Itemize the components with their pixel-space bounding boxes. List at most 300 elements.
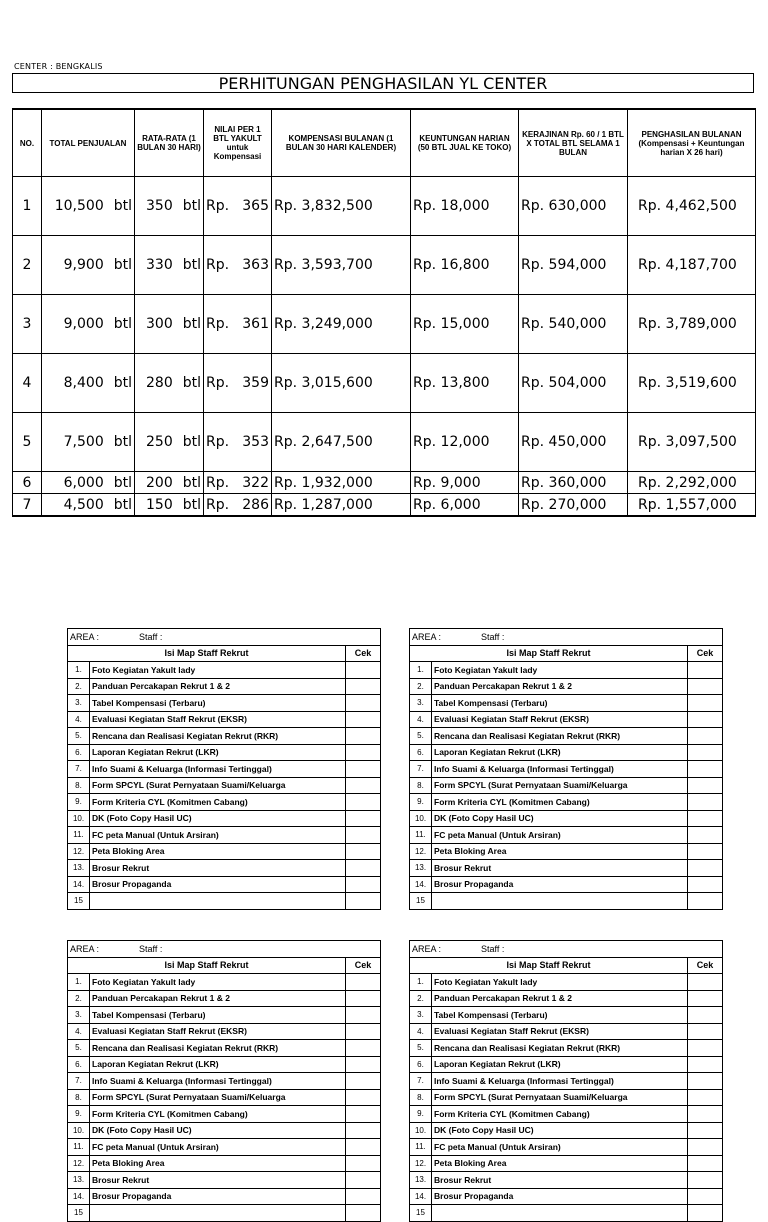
checklist-item-number: 1.: [410, 662, 432, 679]
checklist-item-text: Rencana dan Realisasi Kegiatan Rekrut (RKR): [432, 1040, 688, 1057]
checklist-check-cell[interactable]: [346, 1040, 381, 1057]
staff-label: Staff :: [139, 631, 163, 642]
header-nilai-per-btl: NILAI PER 1 BTL YAKULT untuk Kompensasi: [204, 109, 272, 177]
header-no: NO.: [13, 109, 42, 177]
cell-kompensasi: Rp. 3,593,700: [272, 236, 411, 295]
cell-penghasilan: Rp. 3,097,500: [628, 413, 756, 472]
checklist-item-text: Foto Kegiatan Yakult lady: [432, 974, 688, 991]
cell-no: 6: [13, 472, 42, 494]
cell-keuntungan: Rp. 16,800: [411, 236, 519, 295]
cell-nilai: Rp. 359: [204, 354, 272, 413]
table-row: [13, 413, 756, 472]
header-rata-rata: RATA-RATA (1 BULAN 30 HARI): [135, 109, 204, 177]
checklist-item-text: Laporan Kegiatan Rekrut (LKR): [432, 1056, 688, 1073]
checklist-item-number: 8.: [68, 777, 90, 794]
checklist-item-number: 7.: [68, 1073, 90, 1090]
checklist-item-text: Brosur Rekrut: [90, 1172, 346, 1189]
checklist-check-cell[interactable]: [688, 1089, 723, 1106]
cell-kerajinan: Rp. 504,000: [519, 354, 628, 413]
checklist-item-number: 11.: [68, 827, 90, 844]
checklist-check-cell[interactable]: [688, 974, 723, 991]
checklist-item: [410, 810, 723, 827]
checklist-check-cell[interactable]: [688, 695, 723, 712]
cell-kerajinan: Rp. 450,000: [519, 413, 628, 472]
checklist-check-cell[interactable]: [688, 827, 723, 844]
header-keuntungan-harian: KEUNTUNGAN HARIAN (50 BTL JUAL KE TOKO): [411, 109, 519, 177]
checklist-item-number: 11.: [410, 1139, 432, 1156]
checklist-item-number: 9.: [410, 794, 432, 811]
checklist-check-cell[interactable]: [688, 1007, 723, 1024]
cell-keuntungan: Rp. 6,000: [411, 494, 519, 517]
checklist-check-cell[interactable]: [688, 761, 723, 778]
cell-keuntungan: Rp. 18,000: [411, 177, 519, 236]
checklist-item: [410, 1023, 723, 1040]
cell-nilai: Rp. 353: [204, 413, 272, 472]
checklist-check-cell[interactable]: [688, 876, 723, 893]
checklist-item-number: 7.: [68, 761, 90, 778]
checklist-item-number: 6.: [68, 744, 90, 761]
checklist-item: [410, 1122, 723, 1139]
checklist-header-item: Isi Map Staff Rekrut: [68, 645, 346, 662]
checklist-item-text: Tabel Kompensasi (Terbaru): [90, 1007, 346, 1024]
checklist-item-number: 2.: [68, 678, 90, 695]
checklist-check-cell[interactable]: [346, 843, 381, 860]
table-row: [13, 177, 756, 236]
checklist-item: [410, 1188, 723, 1205]
checklist-item: [410, 1172, 723, 1189]
checklist-header-item: Isi Map Staff Rekrut: [410, 957, 688, 974]
checklist-item-number: 6.: [410, 744, 432, 761]
checklist-item: [410, 728, 723, 745]
cell-total-penjualan: 7,500 btl: [42, 413, 135, 472]
checklist-item-number: 12.: [410, 843, 432, 860]
checklist-item-number: 5.: [68, 728, 90, 745]
table-row: [13, 295, 756, 354]
cell-nilai: Rp. 322: [204, 472, 272, 494]
checklist-item-text: FC peta Manual (Untuk Arsiran): [90, 827, 346, 844]
checklist-item-text: Brosur Rekrut: [432, 1172, 688, 1189]
checklist-item: [410, 777, 723, 794]
checklist-item-text: DK (Foto Copy Hasil UC): [432, 1122, 688, 1139]
checklist-item: [410, 974, 723, 991]
checklist-check-cell[interactable]: [688, 794, 723, 811]
checklist-item: [68, 810, 381, 827]
checklist-item: [68, 794, 381, 811]
cell-penghasilan: Rp. 3,789,000: [628, 295, 756, 354]
checklist-item: [68, 893, 381, 910]
checklist-check-cell[interactable]: [346, 1155, 381, 1172]
cell-total-penjualan: 10,500 btl: [42, 177, 135, 236]
checklist-check-cell[interactable]: [688, 1040, 723, 1057]
checklist-item: [410, 662, 723, 679]
checklist-item-text: Laporan Kegiatan Rekrut (LKR): [90, 1056, 346, 1073]
cell-rata-rata: 150 btl: [135, 494, 204, 517]
checklist-item-number: 8.: [410, 1089, 432, 1106]
checklist-item-text: [432, 1205, 688, 1222]
checklist-area-row: [410, 941, 723, 958]
checklist-item-text: Brosur Propaganda: [90, 1188, 346, 1205]
checklist-check-cell[interactable]: [688, 810, 723, 827]
checklist-check-cell[interactable]: [346, 1106, 381, 1123]
checklist-item: [68, 662, 381, 679]
checklist-item: [68, 695, 381, 712]
checklist-item-number: 15: [68, 893, 90, 910]
cell-rata-rata: 280 btl: [135, 354, 204, 413]
checklist-check-cell[interactable]: [688, 1023, 723, 1040]
checklist-item-number: 14.: [410, 1188, 432, 1205]
checklist-item-text: [90, 1205, 346, 1222]
cell-penghasilan: Rp. 4,187,700: [628, 236, 756, 295]
cell-no: 3: [13, 295, 42, 354]
cell-penghasilan: Rp. 2,292,000: [628, 472, 756, 494]
checklist-item-text: Tabel Kompensasi (Terbaru): [432, 1007, 688, 1024]
checklist-item-text: Evaluasi Kegiatan Staff Rekrut (EKSR): [432, 1023, 688, 1040]
checklist-item: [410, 893, 723, 910]
checklist-check-cell[interactable]: [346, 990, 381, 1007]
cell-rata-rata: 330 btl: [135, 236, 204, 295]
checklist-item-number: 7.: [410, 1073, 432, 1090]
checklist-item-text: Form SPCYL (Surat Pernyataan Suami/Keluarga: [90, 777, 346, 794]
checklist-item: [68, 1056, 381, 1073]
checklist-item-number: 5.: [410, 728, 432, 745]
table-row: [13, 472, 756, 494]
table-row: [13, 354, 756, 413]
cell-kompensasi: Rp. 3,249,000: [272, 295, 411, 354]
checklist-item-text: Peta Bloking Area: [90, 843, 346, 860]
cell-rata-rata: 350 btl: [135, 177, 204, 236]
checklist-check-cell[interactable]: [346, 974, 381, 991]
checklist-item: [410, 876, 723, 893]
checklist-header-check: Cek: [346, 957, 381, 974]
checklist-item: [410, 695, 723, 712]
checklist-item: [410, 1139, 723, 1156]
checklist-check-cell[interactable]: [346, 1089, 381, 1106]
staff-label: Staff :: [481, 943, 505, 954]
checklist-item: [68, 728, 381, 745]
checklist-item: [68, 876, 381, 893]
checklist-item: [68, 860, 381, 877]
cell-nilai: Rp. 365: [204, 177, 272, 236]
checklist-item: [68, 1188, 381, 1205]
checklist-check-cell[interactable]: [346, 1172, 381, 1189]
checklist-check-cell[interactable]: [688, 777, 723, 794]
checklist-check-cell[interactable]: [346, 695, 381, 712]
checklist-item-text: Tabel Kompensasi (Terbaru): [432, 695, 688, 712]
checklist-item-text: Panduan Percakapan Rekrut 1 & 2: [432, 990, 688, 1007]
checklist-check-cell[interactable]: [688, 1073, 723, 1090]
checklist-item: [68, 1122, 381, 1139]
checklist-item-number: 2.: [68, 990, 90, 1007]
checklist-item-number: 1.: [68, 662, 90, 679]
checklist-item-number: 1.: [68, 974, 90, 991]
checklist-item-text: Peta Bloking Area: [432, 1155, 688, 1172]
checklist-item-number: 13.: [68, 1172, 90, 1189]
cell-nilai: Rp. 361: [204, 295, 272, 354]
checklist-item: [410, 794, 723, 811]
staff-rekrut-checklist: [409, 940, 723, 1222]
checklist-check-cell[interactable]: [346, 1188, 381, 1205]
checklist-check-cell[interactable]: [346, 777, 381, 794]
checklist-check-cell[interactable]: [346, 876, 381, 893]
checklist-header-check: Cek: [346, 645, 381, 662]
cell-no: 5: [13, 413, 42, 472]
checklist-check-cell[interactable]: [688, 1056, 723, 1073]
checklist-item: [410, 860, 723, 877]
checklist-item-text: Panduan Percakapan Rekrut 1 & 2: [90, 990, 346, 1007]
checklist-item: [68, 1205, 381, 1222]
checklist-item-number: 4.: [410, 1023, 432, 1040]
checklist-check-cell[interactable]: [346, 662, 381, 679]
checklist-item-number: 5.: [68, 1040, 90, 1057]
checklist-check-cell[interactable]: [688, 860, 723, 877]
checklist-item: [68, 744, 381, 761]
checklist-check-cell[interactable]: [346, 678, 381, 695]
checklist-item-text: Form SPCYL (Surat Pernyataan Suami/Keluarga: [432, 777, 688, 794]
staff-label: Staff :: [481, 631, 505, 642]
page-title: PERHITUNGAN PENGHASILAN YL CENTER: [12, 73, 754, 93]
checklist-item: [68, 1139, 381, 1156]
cell-kompensasi: Rp. 1,287,000: [272, 494, 411, 517]
checklist-check-cell[interactable]: [346, 1073, 381, 1090]
checklist-check-cell[interactable]: [346, 1023, 381, 1040]
cell-keuntungan: Rp. 15,000: [411, 295, 519, 354]
checklist-check-cell[interactable]: [688, 1172, 723, 1189]
checklist-area-row: [410, 629, 723, 646]
checklist-item-text: Laporan Kegiatan Rekrut (LKR): [90, 744, 346, 761]
checklist-check-cell[interactable]: [346, 1139, 381, 1156]
checklist-item: [68, 1089, 381, 1106]
checklist-item-text: DK (Foto Copy Hasil UC): [432, 810, 688, 827]
cell-kompensasi: Rp. 2,647,500: [272, 413, 411, 472]
checklist-item-text: Form Kriteria CYL (Komitmen Cabang): [432, 1106, 688, 1123]
checklist-check-cell[interactable]: [346, 744, 381, 761]
checklist-check-cell[interactable]: [346, 893, 381, 910]
checklist-item: [68, 1106, 381, 1123]
checklist-item: [410, 827, 723, 844]
checklist-check-cell[interactable]: [688, 1139, 723, 1156]
checklist-item-number: 10.: [68, 810, 90, 827]
checklist-item: [410, 1106, 723, 1123]
checklist-item-text: Rencana dan Realisasi Kegiatan Rekrut (RKR): [90, 728, 346, 745]
cell-keuntungan: Rp. 13,800: [411, 354, 519, 413]
checklist-item-text: [90, 893, 346, 910]
checklist-item-number: 6.: [410, 1056, 432, 1073]
cell-total-penjualan: 8,400 btl: [42, 354, 135, 413]
income-table: [12, 108, 756, 517]
checklist-check-cell[interactable]: [688, 1205, 723, 1222]
checklist-area-row: [68, 941, 381, 958]
checklist-item: [68, 1040, 381, 1057]
checklist-check-cell[interactable]: [346, 1122, 381, 1139]
checklist-item-number: 10.: [410, 810, 432, 827]
checklist-item: [410, 678, 723, 695]
checklist-check-cell[interactable]: [346, 1007, 381, 1024]
checklist-item-text: Form Kriteria CYL (Komitmen Cabang): [90, 794, 346, 811]
cell-total-penjualan: 4,500 btl: [42, 494, 135, 517]
checklist-item: [410, 990, 723, 1007]
checklist-item-text: Peta Bloking Area: [432, 843, 688, 860]
checklist-item-number: 3.: [68, 695, 90, 712]
checklist-item-text: Panduan Percakapan Rekrut 1 & 2: [90, 678, 346, 695]
checklist-item-number: 4.: [68, 1023, 90, 1040]
checklist-header-row: [68, 957, 381, 974]
checklist-item-text: Rencana dan Realisasi Kegiatan Rekrut (RKR): [90, 1040, 346, 1057]
checklist-item: [410, 1155, 723, 1172]
checklist-item-number: 9.: [410, 1106, 432, 1123]
checklist-item-text: [432, 893, 688, 910]
checklist-item-text: Evaluasi Kegiatan Staff Rekrut (EKSR): [90, 711, 346, 728]
cell-no: 1: [13, 177, 42, 236]
checklist-item-number: 1.: [410, 974, 432, 991]
checklist-check-cell[interactable]: [688, 678, 723, 695]
cell-kompensasi: Rp. 3,832,500: [272, 177, 411, 236]
checklist-item-number: 3.: [410, 1007, 432, 1024]
checklist-item-text: Panduan Percakapan Rekrut 1 & 2: [432, 678, 688, 695]
cell-keuntungan: Rp. 9,000: [411, 472, 519, 494]
checklist-item-text: Info Suami & Keluarga (Informasi Tertinggal): [90, 761, 346, 778]
checklist-item: [410, 1007, 723, 1024]
checklist-item: [68, 843, 381, 860]
checklist-check-cell[interactable]: [688, 990, 723, 1007]
cell-rata-rata: 200 btl: [135, 472, 204, 494]
checklist-item: [410, 843, 723, 860]
checklist-header-row: [410, 957, 723, 974]
cell-keuntungan: Rp. 12,000: [411, 413, 519, 472]
checklist-item-number: 6.: [68, 1056, 90, 1073]
checklist-item-number: 2.: [410, 990, 432, 1007]
checklist-item-text: Foto Kegiatan Yakult lady: [90, 974, 346, 991]
checklist-item: [410, 1205, 723, 1222]
checklist-item-number: 15: [410, 893, 432, 910]
checklist-check-cell[interactable]: [346, 761, 381, 778]
checklist-item-text: Info Suami & Keluarga (Informasi Tertinggal): [90, 1073, 346, 1090]
checklist-item-number: 12.: [68, 843, 90, 860]
checklist-item: [68, 1155, 381, 1172]
checklist-check-cell[interactable]: [688, 843, 723, 860]
checklist-item: [68, 1073, 381, 1090]
cell-total-penjualan: 9,900 btl: [42, 236, 135, 295]
checklist-item-text: Brosur Rekrut: [90, 860, 346, 877]
checklist-item-text: Peta Bloking Area: [90, 1155, 346, 1172]
cell-penghasilan: Rp. 1,557,000: [628, 494, 756, 517]
checklist-check-cell[interactable]: [346, 860, 381, 877]
checklist-item: [68, 711, 381, 728]
checklist-item-number: 13.: [410, 860, 432, 877]
staff-rekrut-checklist: [409, 628, 723, 910]
checklist-item-text: Form Kriteria CYL (Komitmen Cabang): [90, 1106, 346, 1123]
checklist-item: [68, 990, 381, 1007]
checklist-item-text: Form SPCYL (Surat Pernyataan Suami/Keluarga: [90, 1089, 346, 1106]
cell-penghasilan: Rp. 3,519,600: [628, 354, 756, 413]
checklist-item-number: 4.: [410, 711, 432, 728]
checklist-item-text: Evaluasi Kegiatan Staff Rekrut (EKSR): [90, 1023, 346, 1040]
header-total-penjualan: TOTAL PENJUALAN: [42, 109, 135, 177]
checklist-item: [68, 777, 381, 794]
checklist-item-text: FC peta Manual (Untuk Arsiran): [90, 1139, 346, 1156]
checklist-item-number: 4.: [68, 711, 90, 728]
checklist-check-cell[interactable]: [688, 1106, 723, 1123]
checklist-item-number: 8.: [68, 1089, 90, 1106]
checklist-item-number: 12.: [410, 1155, 432, 1172]
checklist-item-text: Info Suami & Keluarga (Informasi Tertinggal): [432, 761, 688, 778]
table-header-row: [13, 109, 756, 177]
checklist-item-text: DK (Foto Copy Hasil UC): [90, 1122, 346, 1139]
cell-penghasilan: Rp. 4,462,500: [628, 177, 756, 236]
checklist-item-text: Brosur Propaganda: [90, 876, 346, 893]
checklist-item-number: 13.: [68, 860, 90, 877]
checklist-item: [410, 1040, 723, 1057]
checklist-item-number: 11.: [410, 827, 432, 844]
checklist-check-cell[interactable]: [346, 1205, 381, 1222]
checklist-header-item: Isi Map Staff Rekrut: [68, 957, 346, 974]
checklist-item: [68, 761, 381, 778]
checklist-item: [68, 678, 381, 695]
table-row: [13, 236, 756, 295]
checklist-check-cell[interactable]: [688, 728, 723, 745]
staff-rekrut-checklist: [67, 628, 381, 910]
checklist-check-cell[interactable]: [346, 810, 381, 827]
checklist-item-text: Laporan Kegiatan Rekrut (LKR): [432, 744, 688, 761]
checklist-check-cell[interactable]: [346, 794, 381, 811]
checklist-item-number: 10.: [410, 1122, 432, 1139]
cell-kompensasi: Rp. 1,932,000: [272, 472, 411, 494]
checklist-item-number: 9.: [68, 1106, 90, 1123]
checklist-check-cell[interactable]: [346, 711, 381, 728]
checklist-check-cell[interactable]: [688, 1188, 723, 1205]
checklist-item-text: FC peta Manual (Untuk Arsiran): [432, 827, 688, 844]
area-label: AREA :: [70, 943, 100, 954]
checklist-check-cell[interactable]: [346, 1056, 381, 1073]
checklist-check-cell[interactable]: [688, 711, 723, 728]
checklist-item-number: 14.: [68, 1188, 90, 1205]
checklist-item-text: Brosur Propaganda: [432, 1188, 688, 1205]
checklist-item-text: Evaluasi Kegiatan Staff Rekrut (EKSR): [432, 711, 688, 728]
checklist-header-check: Cek: [688, 645, 723, 662]
checklist-header-item: Isi Map Staff Rekrut: [410, 645, 688, 662]
checklist-item-number: 8.: [410, 777, 432, 794]
checklist-item-number: 13.: [410, 1172, 432, 1189]
checklist-item-number: 15: [68, 1205, 90, 1222]
cell-nilai: Rp. 286: [204, 494, 272, 517]
checklist-check-cell[interactable]: [688, 1122, 723, 1139]
cell-kerajinan: Rp. 630,000: [519, 177, 628, 236]
checklist-check-cell[interactable]: [688, 744, 723, 761]
checklist-item-number: 5.: [410, 1040, 432, 1057]
checklist-item: [410, 1073, 723, 1090]
checklist-check-cell[interactable]: [688, 662, 723, 679]
checklist-item-number: 11.: [68, 1139, 90, 1156]
cell-kompensasi: Rp. 3,015,600: [272, 354, 411, 413]
checklist-item-text: Tabel Kompensasi (Terbaru): [90, 695, 346, 712]
checklist-item-number: 10.: [68, 1122, 90, 1139]
cell-total-penjualan: 9,000 btl: [42, 295, 135, 354]
checklist-check-cell[interactable]: [688, 1155, 723, 1172]
checklist-item-number: 7.: [410, 761, 432, 778]
cell-no: 2: [13, 236, 42, 295]
checklist-item: [68, 1172, 381, 1189]
cell-rata-rata: 300 btl: [135, 295, 204, 354]
checklist-check-cell[interactable]: [346, 827, 381, 844]
checklist-item-text: Brosur Propaganda: [432, 876, 688, 893]
staff-label: Staff :: [139, 943, 163, 954]
checklist-item: [68, 974, 381, 991]
checklist-item-number: 3.: [68, 1007, 90, 1024]
checklist-item: [410, 761, 723, 778]
checklist-header-row: [68, 645, 381, 662]
checklist-item-text: DK (Foto Copy Hasil UC): [90, 810, 346, 827]
checklist-check-cell[interactable]: [688, 893, 723, 910]
checklist-check-cell[interactable]: [346, 728, 381, 745]
